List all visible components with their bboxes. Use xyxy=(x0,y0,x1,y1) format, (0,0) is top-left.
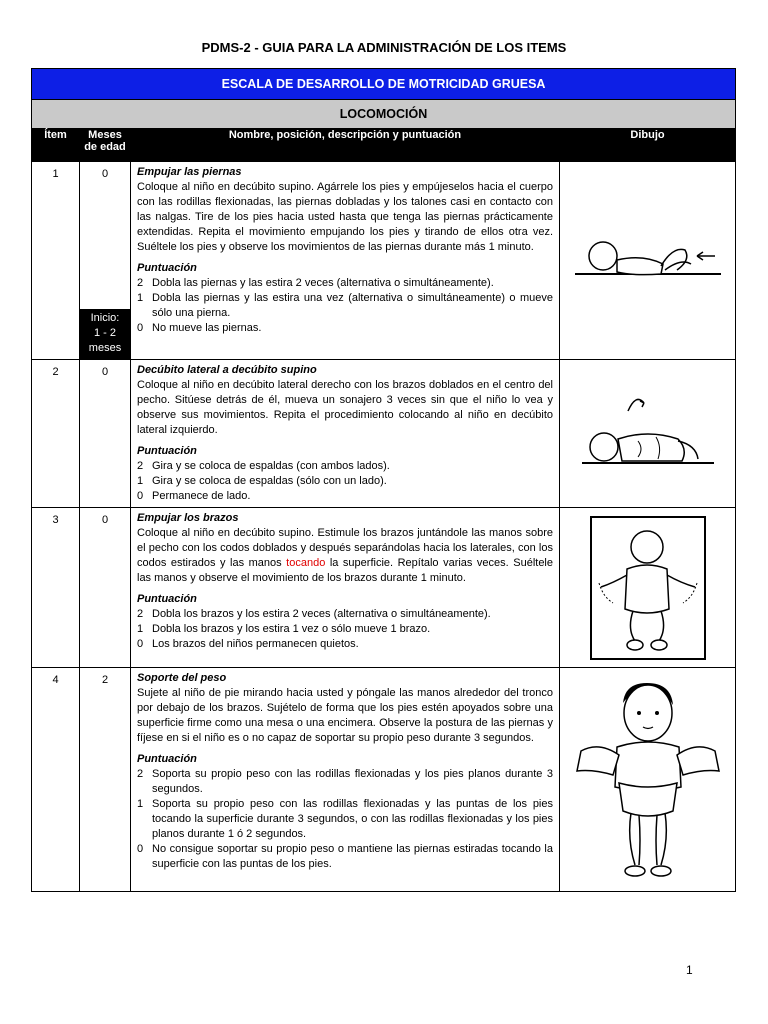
score-text: Gira y se coloca de espaldas (con ambos lados). xyxy=(152,460,390,472)
item-age: 2 xyxy=(80,668,131,892)
score-text: Soporta su propio peso con las rodillas flexionadas y los pies planos durante 3 segundos. xyxy=(152,768,553,795)
score-text: No mueve las piernas. xyxy=(152,322,262,334)
section-title-band: LOCOMOCIÓN xyxy=(32,100,736,129)
item-title: Decúbito lateral a decúbito supino xyxy=(137,364,317,376)
header-age xyxy=(80,129,131,162)
score-value: 1 xyxy=(137,798,144,810)
score-text: Permanece de lado. xyxy=(152,490,251,502)
item-number: 1 xyxy=(32,162,80,360)
scoring-label: Puntuación xyxy=(137,262,197,274)
instructions-part-b: la superficie. Repítalo varias veces. Suéltele las manos y observe el movimiento de los brazos durante 1 minuto. xyxy=(137,557,553,584)
baby-standing-illustration xyxy=(573,675,723,885)
score-value: 2 xyxy=(137,768,144,780)
item-drawing-cell xyxy=(560,668,736,892)
table-row xyxy=(32,162,736,360)
table-row xyxy=(32,668,736,892)
score-text: Dobla las piernas y las estira una vez (alternativa o simultáneamente) o mueve sólo una pierna. xyxy=(152,292,553,319)
score-value: 0 xyxy=(137,843,144,855)
start-age-line1: Inicio: xyxy=(90,312,120,324)
item-title: Empujar las piernas xyxy=(137,166,242,178)
item-instructions: Coloque al niño en decúbito supino. Agárrele los pies y empújeselos hacia el cuerpo con las rodillas flexionadas, las piernas dobladas y los talones casi en contacto con las nalgas. Tire de los pies hacia usted hasta que tenga las piernas prácticamente extendidas. Repita el movimiento empujando los pies y tirando de ellos otra vez. Suéltele los pies y observe los movimientos de las piernas durante más 1 minuto. xyxy=(137,181,553,253)
item-age xyxy=(80,162,131,360)
score-line xyxy=(137,767,553,797)
baby-leg-push-illustration xyxy=(573,226,723,296)
instructions-part-a: Coloque al niño en decúbito supino. Estimule los brazos juntándole las manos sobre el pecho con los codos doblados y después separándolas hacia los laterales, con los codos estirados y las manos xyxy=(137,527,553,569)
header-age-line2: de edad xyxy=(84,141,126,153)
score-text: Los brazos del niños permanecen quietos. xyxy=(152,638,359,650)
document-title: PDMS-2 - GUIA PARA LA ADMINISTRACIÓN DE LOS ITEMS xyxy=(201,40,567,55)
score-line xyxy=(137,474,553,489)
item-drawing-cell xyxy=(560,360,736,508)
item-age: 0 xyxy=(80,360,131,508)
baby-arm-push-illustration xyxy=(583,513,713,663)
item-description xyxy=(131,162,560,360)
score-value: 0 xyxy=(137,322,144,334)
baby-side-roll-illustration xyxy=(578,389,718,479)
score-text: Gira y se coloca de espaldas (sólo con un lado). xyxy=(152,475,387,487)
item-description xyxy=(131,360,560,508)
score-value: 0 xyxy=(137,638,144,650)
item-instructions xyxy=(137,526,553,586)
scale-title-band: ESCALA DE DESARROLLO DE MOTRICIDAD GRUESA xyxy=(32,69,736,100)
scoring-label: Puntuación xyxy=(137,445,197,457)
score-line xyxy=(137,842,553,872)
start-age-line2: 1 - 2 xyxy=(93,327,116,339)
item-title: Empujar los brazos xyxy=(137,512,239,524)
item-title: Soporte del peso xyxy=(137,672,227,684)
score-line xyxy=(137,291,553,321)
header-drawing: Dibujo xyxy=(560,129,736,162)
item-instructions: Sujete al niño de pie mirando hacia usted y póngale las manos alrededor del tronco por debajo de los brazos. Sujételo de forma que los pies estén apoyados sobre una superficie firme como una mesa o una encimera. Observe la postura de las piernas y fíjese en si el niño es o no capaz de soportar su propio peso durante 3 segundos. xyxy=(137,687,553,744)
item-description xyxy=(131,508,560,668)
table-row xyxy=(32,508,736,668)
header-description: Nombre, posición, descripción y puntuación xyxy=(131,129,560,162)
score-value: 1 xyxy=(137,292,144,304)
header-item: Ítem xyxy=(32,129,80,162)
item-instructions: Coloque al niño en decúbito lateral derecho con los brazos doblados en el centro del pecho. Sitúese detrás de él, mueva un sonajero 3 veces sin que el niño lo vea y observe sus movimientos. Repita el procedimiento colocando al niño en decúbito lateral izquierdo. xyxy=(137,379,553,436)
items-table xyxy=(31,68,736,892)
score-line xyxy=(137,459,553,474)
score-line xyxy=(137,321,553,336)
score-text: Dobla las piernas y las estira 2 veces (alternativa o simultáneamente). xyxy=(152,277,494,289)
item-age: 0 xyxy=(80,508,131,668)
score-value: 2 xyxy=(137,608,144,620)
item-number: 3 xyxy=(32,508,80,668)
score-value: 0 xyxy=(137,490,144,502)
score-line xyxy=(137,797,553,842)
score-line xyxy=(137,607,553,622)
score-value: 2 xyxy=(137,277,144,289)
score-value: 1 xyxy=(137,623,144,635)
start-age-line3: meses xyxy=(88,342,122,354)
item-drawing-cell xyxy=(560,162,736,360)
scoring-label: Puntuación xyxy=(137,593,197,605)
scoring-label: Puntuación xyxy=(137,753,197,765)
item-age-value: 0 xyxy=(101,168,109,180)
item-number: 2 xyxy=(32,360,80,508)
score-text: Soporta su propio peso con las rodillas flexionadas y las puntas de los pies tocando la superficie durante 3 segundos, o con las rodillas flexionadas y los pies planos durante 1 ó 2 segundos. xyxy=(152,798,553,840)
score-text: Dobla los brazos y los estira 1 vez o sólo mueve 1 brazo. xyxy=(152,623,431,635)
item-description xyxy=(131,668,560,892)
score-line xyxy=(137,276,553,291)
start-age-badge xyxy=(80,309,130,359)
item-number: 4 xyxy=(32,668,80,892)
table-row xyxy=(32,360,736,508)
score-value: 1 xyxy=(137,475,144,487)
score-line xyxy=(137,489,553,504)
score-line xyxy=(137,637,553,652)
instructions-highlight: tocando xyxy=(286,557,326,569)
score-line xyxy=(137,622,553,637)
header-age-line1: Meses xyxy=(88,129,122,141)
page-number: 1 xyxy=(686,963,693,977)
item-drawing-cell xyxy=(560,508,736,668)
score-text: Dobla los brazos y los estira 2 veces (alternativa o simultáneamente). xyxy=(152,608,491,620)
score-value: 2 xyxy=(137,460,144,472)
score-text: No consigue soportar su propio peso o mantiene las piernas estiradas tocando la superficie con las puntas de los pies. xyxy=(152,843,553,870)
